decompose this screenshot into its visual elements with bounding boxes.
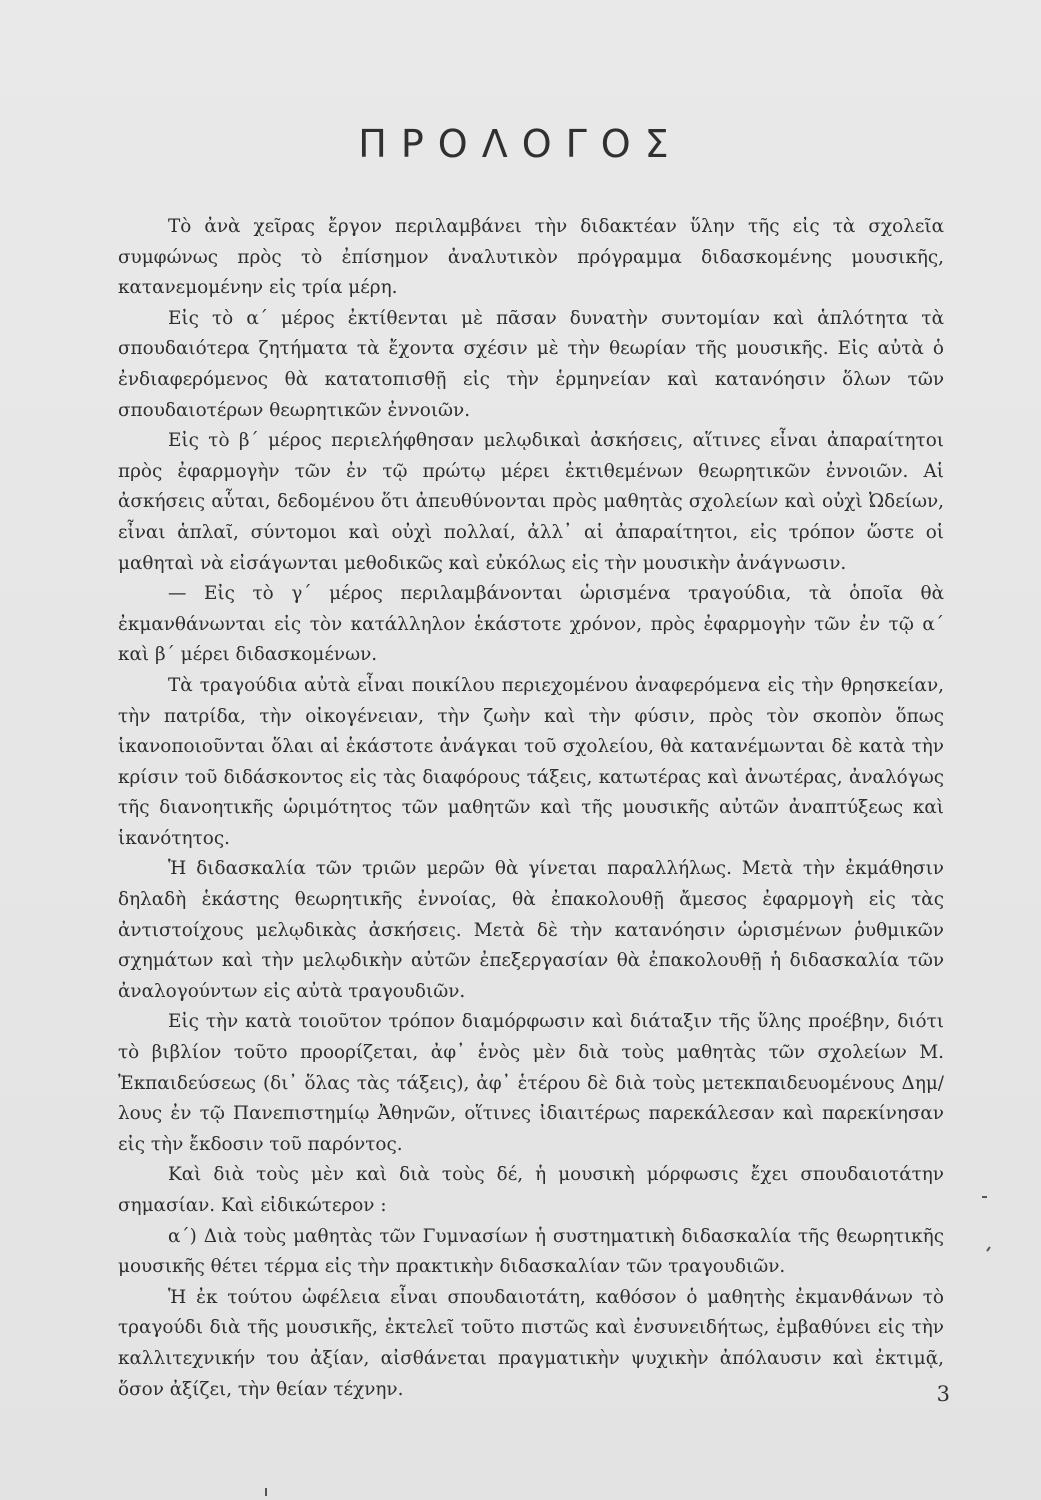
- scan-speck: [982, 1196, 987, 1198]
- paragraph-3: Εἰς τὸ β΄ μέρος περιελήφθησαν μελῳδικαὶ ἀσκήσεις, αἵτινες εἶναι ἀπαραίτητοι πρὸς ἐφαρμογὴν τῶν ἐν τῷ πρώτῳ μέρει ἐκτιθεμένων θεωρητικῶν ἐννοιῶν. Αἱ ἀσκήσεις αὗται, δεδομένου ὅτι ἀπευθύνονται πρὸς μαθητὰς σχολείων καὶ οὐχὶ Ὠδείων, εἶναι ἁπλαῖ, σύντομοι καὶ οὐχὶ πολλαί, ἀλλ᾽ αἱ ἀπαραίτητοι, εἰς τρόπον ὥστε οἱ μαθηταὶ νὰ εἰσάγωνται μεθοδικῶς καὶ εὐκόλως εἰς τὴν μουσικὴν ἀνάγνωσιν.: [118, 430, 944, 574]
- paragraph-7: Εἰς τὴν κατὰ τοιοῦτον τρόπον διαμόρφωσιν καὶ διάταξιν τῆς ὕλης προέβην, διότι τὸ βιβλίον τοῦτο προορίζεται, ἀφ᾽ ἑνὸς μὲν διὰ τοὺς μαθητὰς τῶν σχολείων Μ. Ἐκπαιδεύσεως (δι᾽ ὅλας τὰς τάξεις), ἀφ᾽ ἑτέρου δὲ διὰ τοὺς μετεκπαιδευομένους Δημ/λους ἐν τῷ Πανεπιστημίῳ Ἀθηνῶν, οἵτινες ἰδιαιτέρως παρεκάλεσαν καὶ παρεκίνησαν εἰς τὴν ἔκδοσιν τοῦ παρόντος.: [118, 1011, 944, 1155]
- paragraph-2: Εἰς τὸ α΄ μέρος ἐκτίθενται μὲ πᾶσαν δυνατὴν συντομίαν καὶ ἁπλότητα τὰ σπουδαιότερα ζητήματα τὰ ἔχοντα σχέσιν μὲ τὴν θεωρίαν τῆς μουσικῆς. Εἰς αὐτὰ ὁ ἐνδιαφερόμενος θὰ κατατοπισθῇ εἰς τὴν ἑρμηνείαν καὶ κατανόησιν ὅλων τῶν σπουδαιοτέρων θεωρητικῶν ἐννοιῶν.: [118, 307, 944, 421]
- scan-speck: [986, 1246, 991, 1251]
- paragraph-4: — Εἰς τὸ γ΄ μέρος περιλαμβάνονται ὡρισμένα τραγούδια, τὰ ὁποῖα θὰ ἐκμανθάνωνται εἰς τὸν κατάλληλον ἑκάστοτε χρόνον, πρὸς ἐφαρμογὴν τῶν ἐν τῷ α΄ καὶ β΄ μέρει διδασκομένων.: [118, 583, 944, 666]
- scan-speck: [265, 1488, 267, 1496]
- paragraph-5: Τὰ τραγούδια αὐτὰ εἶναι ποικίλου περιεχομένου ἀναφερόμενα εἰς τὴν θρησκείαν, τὴν πατρίδα, τὴν οἰκογένειαν, τὴν ζωὴν καὶ τὴν φύσιν, πρὸς τὸν σκοπὸν ὅπως ἱκανοποιοῦνται ὅλαι αἱ ἑκάστοτε ἀνάγκαι τοῦ σχολείου, θὰ κατανέμωνται δὲ κατὰ τὴν κρίσιν τοῦ διδάσκοντος εἰς τὰς διαφόρους τάξεις, κατωτέρας καὶ ἀνωτέρας, ἀναλόγως τῆς διανοητικῆς ὡριμότητος τῶν μαθητῶν καὶ τῆς μουσικῆς αὐτῶν ἀναπτύξεως καὶ ἱκανότητος.: [118, 674, 944, 849]
- paragraph-1: Τὸ ἀνὰ χεῖρας ἔργον περιλαμβάνει τὴν διδακτέαν ὕλην τῆς εἰς τὰ σχολεῖα συμφώνως πρὸς τὸ ἐπίσημον ἀναλυτικὸν πρόγραμμα διδασκομένης μουσικῆς, κατανεμομένην εἰς τρία μέρη.: [118, 216, 944, 299]
- prologue-body: [118, 212, 944, 1405]
- paragraph-8: Καὶ διὰ τοὺς μὲν καὶ διὰ τοὺς δέ, ἡ μουσικὴ μόρφωσις ἔχει σπουδαιοτάτην σημασίαν. Καὶ εἰδικώτερον :: [118, 1164, 944, 1216]
- page-number: 3: [936, 1382, 950, 1406]
- paragraph-10: Ἡ ἐκ τούτου ὠφέλεια εἶναι σπουδαιοτάτη, καθόσον ὁ μαθητὴς ἐκμανθάνων τὸ τραγούδι διὰ τῆς μουσικῆς, ἐκτελεῖ τοῦτο πιστῶς καὶ ἐνσυνειδήτως, ἐμβαθύνει εἰς τὴν καλλιτεχνικήν του ἀξίαν, αἰσθάνεται πραγματικὴν ψυχικὴν ἀπόλαυσιν καὶ ἐκτιμᾷ, ὅσον ἀξίζει, τὴν θείαν τέχνην.: [118, 1286, 944, 1400]
- paragraph-9: α΄) Διὰ τοὺς μαθητὰς τῶν Γυμνασίων ἡ συστηματικὴ διδασκαλία τῆς θεωρητικῆς μουσικῆς θέτει τέρμα εἰς τὴν πρακτικὴν διδασκαλίαν τῶν τραγουδιῶν.: [118, 1225, 944, 1278]
- paragraph-6: Ἡ διδασκαλία τῶν τριῶν μερῶν θὰ γίνεται παραλλήλως. Μετὰ τὴν ἐκμάθησιν δηλαδὴ ἑκάστης θεωρητικῆς ἐννοίας, θὰ ἐπακολουθῇ ἄμεσος ἐφαρμογὴ εἰς τὰς ἀντιστοίχους μελῳδικὰς ἀσκήσεις. Μετὰ δὲ τὴν κατανόησιν ὡρισμένων ῥυθμικῶν σχημάτων καὶ τὴν μελῳδικὴν αὐτῶν ἐπεξεργασίαν θὰ ἐπακολουθῇ ἡ διδασκαλία τῶν ἀναλογούντων εἰς αὐτὰ τραγουδιῶν.: [118, 858, 944, 1002]
- page-title: ΠΡΟΛΟΓΟΣ: [358, 122, 683, 166]
